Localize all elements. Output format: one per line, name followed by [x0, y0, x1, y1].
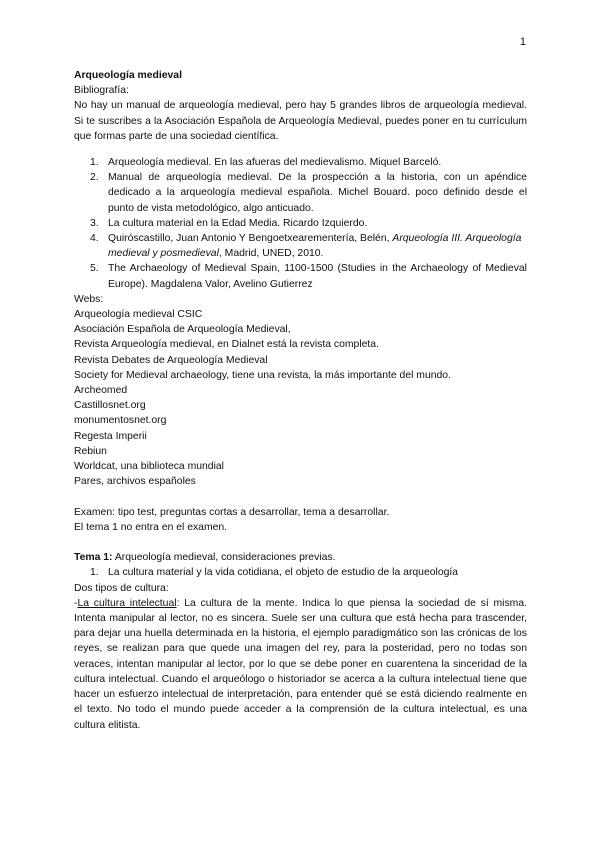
list-item-text-tail: , Madrid, UNED, 2010. — [218, 248, 324, 260]
list-item-text: Quiróscastillo, Juan Antonio Y Bengoetxearementería, Belén, — [108, 233, 393, 245]
list-item-book-title: Arqueología III. Arqueología medieval y posmedieval — [108, 233, 522, 260]
list-item-text: La cultura material y la vida cotidiana, el objeto de estudio de la arqueología — [108, 567, 459, 579]
list-item — [74, 231, 527, 261]
tema-1-subitem — [74, 565, 527, 580]
page-title: Arqueología medieval — [74, 70, 182, 81]
list-item — [74, 155, 527, 170]
web-item: Revista Debates de Arqueología Medieval — [74, 354, 268, 366]
list-item — [74, 170, 527, 216]
list-item — [74, 216, 527, 231]
web-item: Pares, archivos españoles — [74, 476, 196, 488]
cultura-intelectual-text: : La cultura de la mente. Indica lo que piensa la sociedad de sí misma. Intenta manipular al lector, no es sincera. Suele ser una cultura que está hecha para trascender, para dejar una huella determinada en la historia, el ejemplo paradigmático son las crónicas de los reyes, se realizan para que quede una imagen del rey, para la posteridad, pero no todas son veraces, intentan manipular al lector, por lo que se debe poner en cuarentena la sinceridad de la cultura intelectual. Cuando el arqueólogo o historiador se acerca a la cultura intelectual tiene que hacer un esfuerzo intelectual de interpretación, para entender qué se está diciendo realmente en el texto. No todo el mundo puede acceder a la comprensión de la cultura intelectual, es una cultura elitista. — [74, 597, 528, 731]
list-item-number: 5. — [90, 263, 99, 275]
web-item: Regesta Imperii — [74, 430, 147, 442]
list-item-text: The Archaeology of Medieval Spain, 1100-1500 (Studies in the Archaeology of Medieval Europe). Magdalena Valor, Avelino Gutierrez — [108, 263, 527, 290]
list-item-number: 1. — [90, 157, 99, 169]
cultura-intelectual-label: La cultura intelectual — [77, 597, 177, 609]
web-item: Rebiun — [74, 445, 107, 457]
examen-line-2: El tema 1 no entra en el examen. — [74, 521, 228, 533]
cultura-intelectual-paragraph — [74, 596, 527, 733]
list-item-number: 1. — [90, 567, 99, 579]
spacer — [74, 489, 527, 504]
examen-line-1: Examen: tipo test, preguntas cortas a desarrollar, tema a desarrollar. — [74, 506, 390, 518]
web-item: Worldcat, una biblioteca mundial — [74, 461, 224, 473]
spacer — [74, 535, 527, 550]
web-item: Revista Arqueología medieval, en Dialnet está la revista completa. — [74, 339, 379, 351]
web-item: Arqueología medieval CSIC — [74, 309, 203, 321]
bibliografia-heading: Bibliografía: — [74, 85, 129, 97]
dash: - — [74, 597, 78, 609]
bibliografia-intro: No hay un manual de arqueología medieval, pero hay 5 grandes libros de arqueología medieval. Si te suscribes a la Asociación Española de Arqueología Medieval, puedes poner en tu currículum que formas parte de una sociedad científica. — [74, 100, 527, 142]
webs-heading: Webs: — [74, 293, 104, 305]
tema-1-heading — [74, 550, 527, 565]
tema-1-title: Arqueología medieval, consideraciones previas. — [112, 552, 336, 564]
web-item: Asociación Española de Arqueología Medieval, — [74, 324, 291, 336]
list-item-number: 4. — [90, 233, 99, 245]
list-item-number: 2. — [90, 172, 99, 184]
web-item: monumentosnet.org — [74, 415, 167, 427]
web-item: Society for Medieval archaeology, tiene una revista, la más importante del mundo. — [74, 369, 451, 381]
list-item — [74, 261, 527, 291]
webs-list — [74, 307, 527, 489]
tema-1-label: Tema 1: — [74, 552, 113, 564]
list-item-text: Manual de arqueología medieval. De la prospección a la historia, con un apéndice dedicado a la arqueología medieval española. Michel Bouard. poco definido desde el punto de vista metodológico, algo anticuado. — [108, 172, 527, 214]
page-number: 1 — [519, 36, 526, 48]
bibliography-list — [74, 155, 527, 292]
list-item-number: 3. — [90, 217, 99, 229]
list-item-text: La cultura material en la Edad Media. Ricardo Izquierdo. — [108, 217, 368, 229]
list-item-text: Arqueología medieval. En las afueras del medievalismo. Miquel Barceló. — [108, 157, 442, 169]
document-body — [74, 68, 527, 733]
web-item: Archeomed — [74, 385, 128, 397]
web-item: Castillosnet.org — [74, 400, 146, 412]
dos-tipos-heading: Dos tipos de cultura: — [74, 582, 169, 594]
